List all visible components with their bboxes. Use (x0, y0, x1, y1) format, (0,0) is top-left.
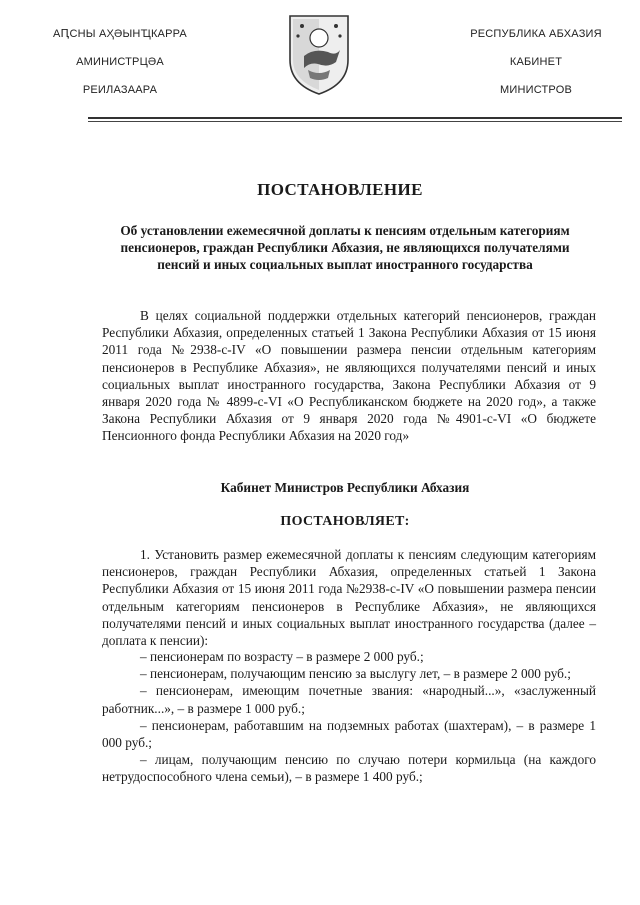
header-divider (88, 117, 622, 119)
list-item: – пенсионерам по возрасту – в размере 2 000 руб.; (140, 649, 424, 664)
header-right-russian (436, 28, 636, 112)
list-item: – лицам, получающим пенсию по случаю потери кормильца (на каждого нетрудоспособного члена семьи), – в размере 1 400 руб.; (102, 752, 596, 785)
header-left-line: АМИНИСТРЦӘА (76, 56, 164, 68)
header-right-line: МИНИСТРОВ (499, 84, 572, 96)
issuing-body: Кабинет Министров Республики Абхазия (220, 480, 470, 495)
header-divider-thin (88, 121, 622, 122)
list-item: – пенсионерам, получающим пенсию за выслугу лет, – в размере 2 000 руб.; (140, 666, 571, 682)
clause-1-list (102, 648, 596, 786)
header-right-line: КАБИНЕТ (509, 56, 563, 68)
decree-heading: ПОСТАНОВЛЯЕТ: (280, 514, 410, 529)
header-left-line: АԤСНЫ АҲӘЫНҴКАРРА (53, 28, 187, 40)
clause-1-paragraph: 1. Установить размер ежемесячной доплаты к пенсиям следующим категориям пенсионеров, граждан Республики Абхазия, определенных статьей 1 Закона Республики Абхазия от 15 июня 2011 года №2938-с-IV «О повышении размера пенсии отдельным категориям пенсионеров в Республике Абхазия», не являющихся получателями пенсий и иных социальных выплат иностранного государства (далее – доплата к пенсии): (102, 547, 596, 649)
header-right-line: РЕСПУБЛИКА АБХАЗИЯ (470, 28, 602, 40)
list-item: – пенсионерам, работавшим на подземных работах (шахтерам), – в размере 1 000 руб.; (102, 717, 596, 751)
header-left-abkhaz (20, 28, 220, 112)
list-item: – пенсионерам, имеющим почетные звания: «народный...», «заслуженный работник...», – в размере 1 000 руб.; (102, 683, 596, 716)
header-left-line: РЕИЛАЗААРА (82, 84, 158, 96)
preamble-paragraph: В целях социальной поддержки отдельных категорий пенсионеров, граждан Республики Абхазия, определенных статьей 1 Закона Республики Абхазия от 15 июня 2011 года №2938-с-IV «О повышении размера пенсии отдельным категориям пенсионеров в Республике Абхазия», не являющихся получателями пенсий и иных социальных выплат иностранного государства, Закона Республики Абхазия от 9 января 2020 года № 4899-с-VI «О Республиканском бюджете на 2020 год», а также Закона Республики Абхазия от 9 января 2020 года №4901-с-VI «О бюджете Пенсионного фонда Республики Абхазия на 2020 год» (102, 308, 596, 444)
document-subject: Об установлении ежемесячной доплаты к пенсиям отдельным категориям пенсионеров, граждан Республики Абхазия, не являющихся получателями пенсий и иных социальных выплат иностранного государства (120, 223, 570, 272)
document-title: ПОСТАНОВЛЕНИЕ (257, 180, 423, 199)
state-emblem-icon (284, 12, 354, 96)
